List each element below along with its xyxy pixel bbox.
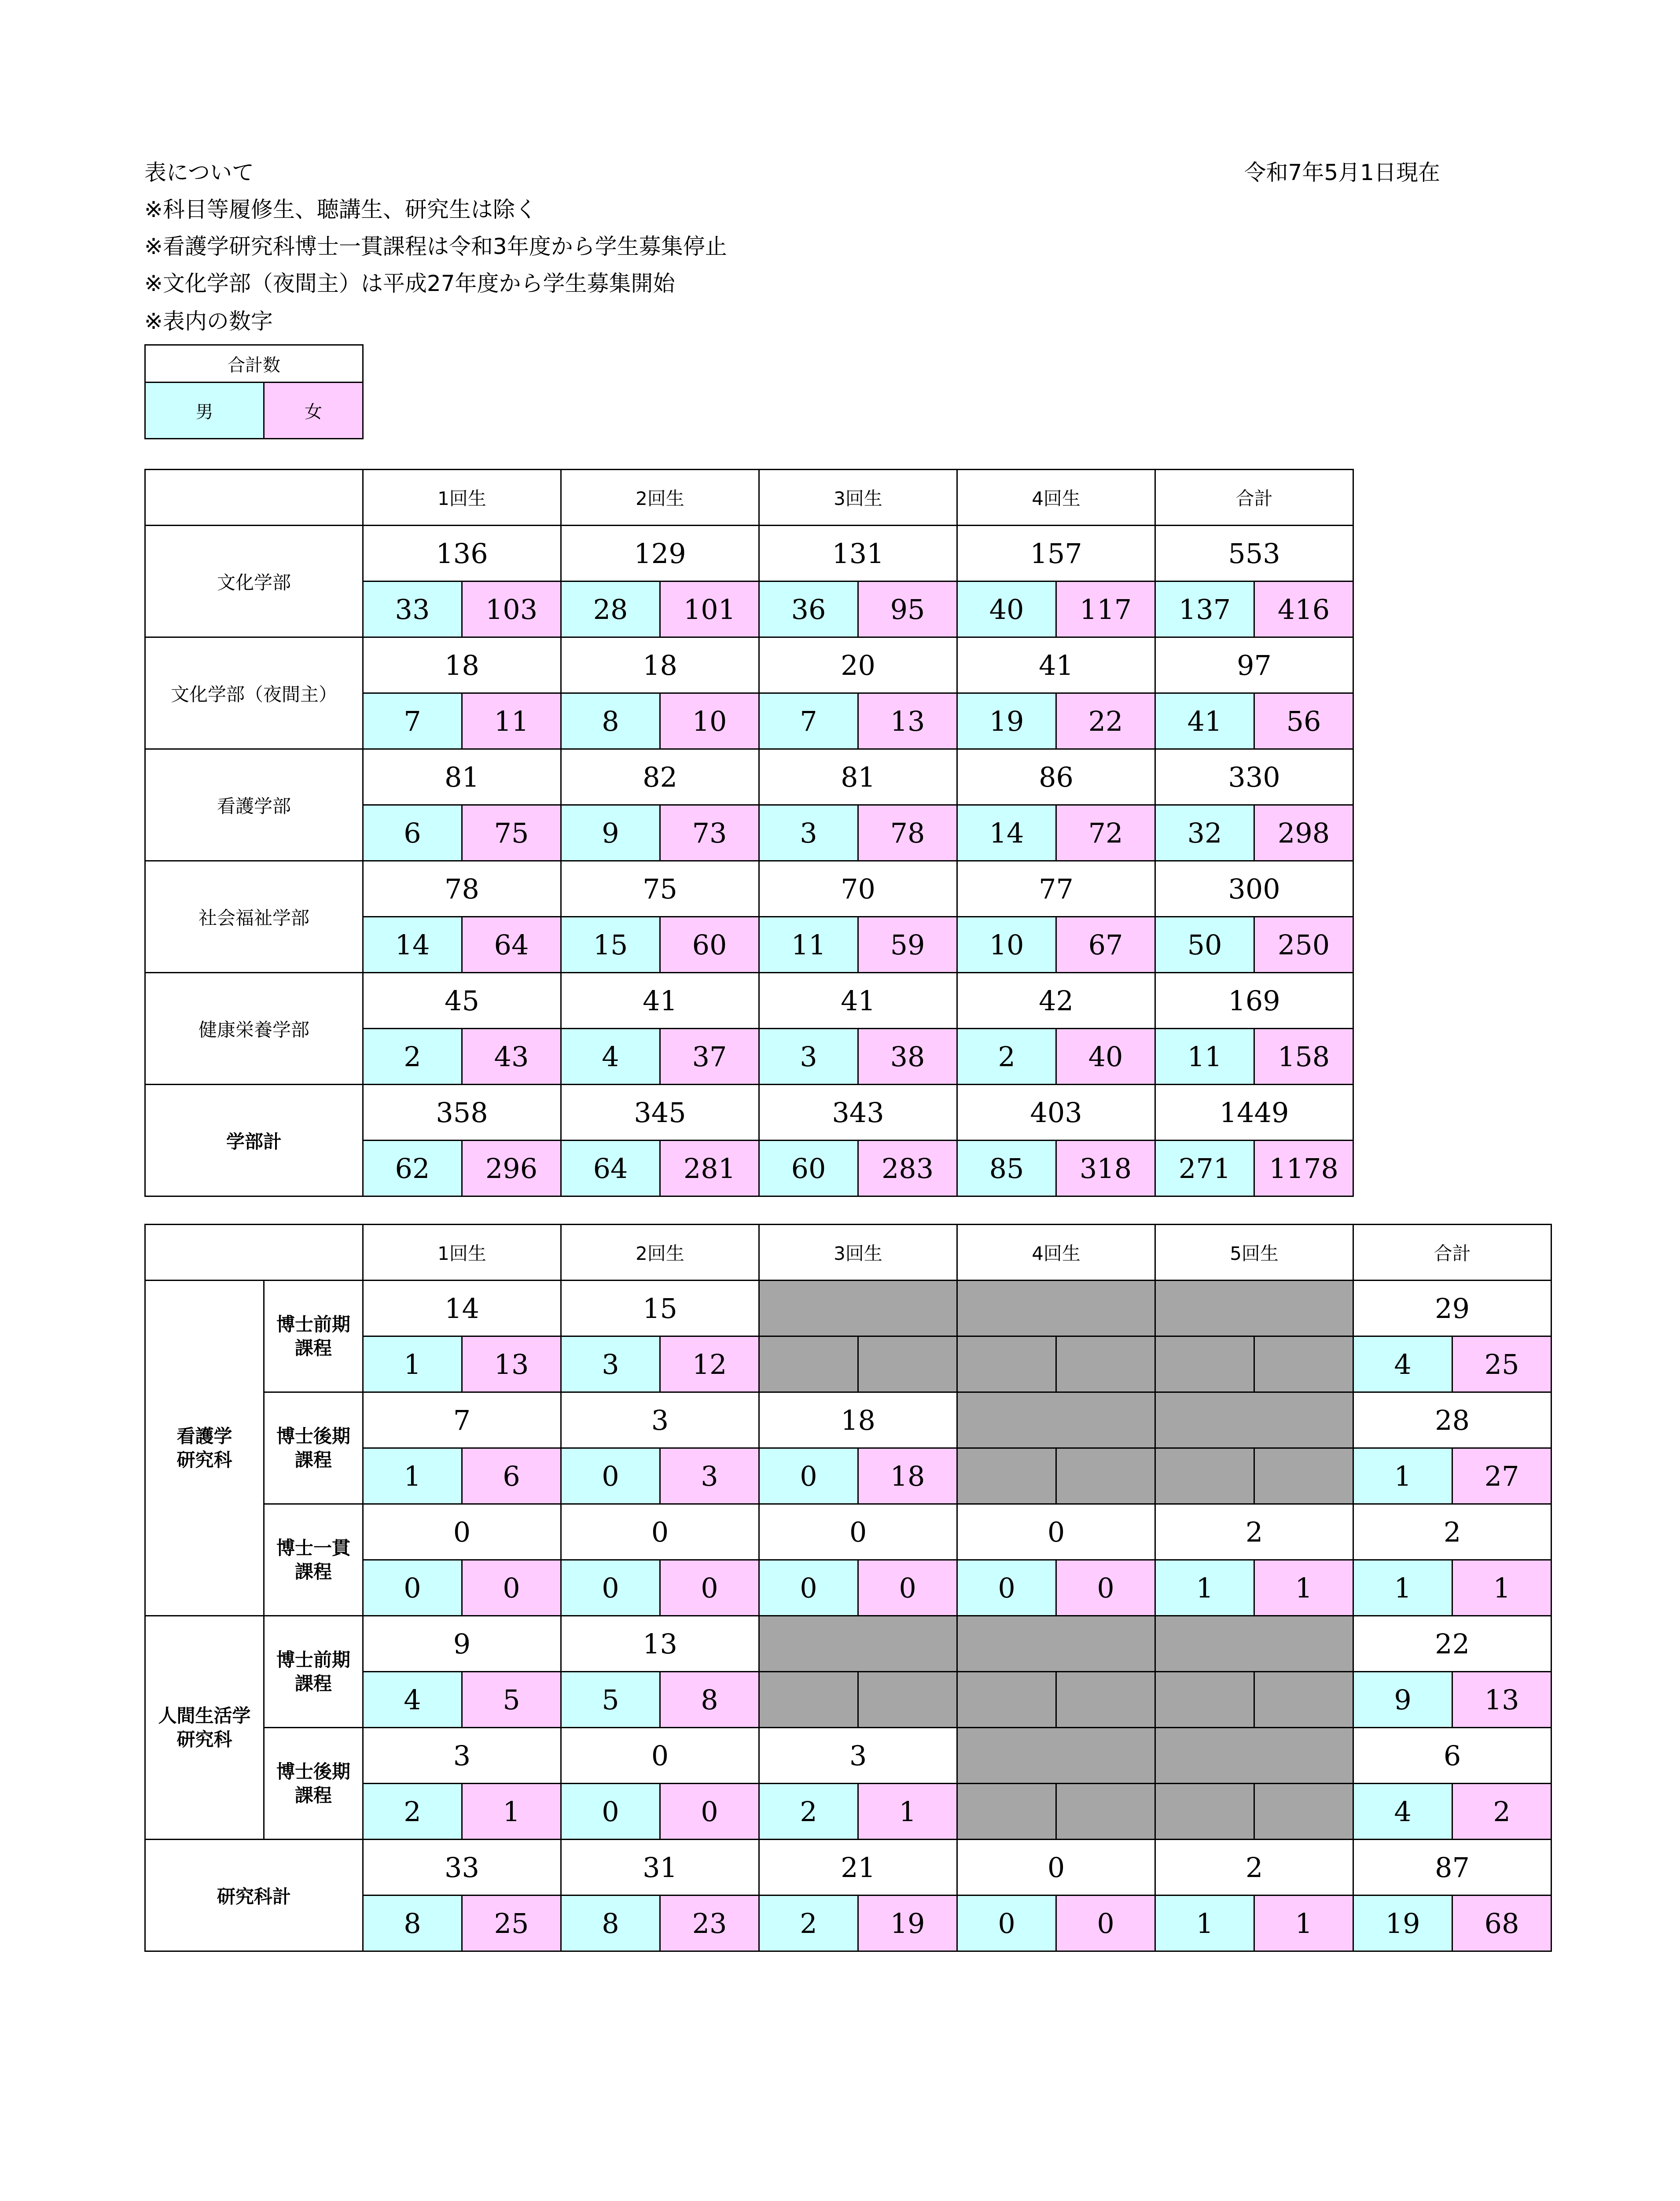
closed-cell bbox=[1155, 1448, 1254, 1504]
male-count: 5 bbox=[561, 1672, 660, 1728]
year-header: 3回生 bbox=[759, 470, 957, 526]
closed-cell bbox=[957, 1336, 1056, 1392]
female-count: 1 bbox=[1254, 1896, 1353, 1951]
legend-total: 合計数 bbox=[145, 345, 363, 383]
male-count: 41 bbox=[1155, 693, 1254, 749]
female-count: 6 bbox=[462, 1448, 561, 1504]
female-count: 1 bbox=[1254, 1560, 1353, 1616]
female-count: 2 bbox=[1452, 1784, 1551, 1840]
graduate-school-label: 人間生活学 研究科 bbox=[145, 1616, 264, 1840]
notes-title: 表について bbox=[144, 160, 254, 185]
closed-cell bbox=[957, 1616, 1155, 1672]
male-count: 2 bbox=[957, 1029, 1056, 1085]
male-count: 2 bbox=[363, 1784, 462, 1840]
female-count: 68 bbox=[1452, 1896, 1551, 1951]
female-count: 13 bbox=[858, 693, 957, 749]
note-line: ※科目等履修生、聴講生、研究生は除く bbox=[144, 197, 537, 222]
male-count: 33 bbox=[363, 582, 462, 637]
closed-cell bbox=[1155, 1784, 1254, 1840]
female-count: 95 bbox=[858, 582, 957, 637]
closed-cell bbox=[759, 1672, 858, 1728]
female-count: 22 bbox=[1056, 693, 1155, 749]
male-count: 50 bbox=[1155, 917, 1254, 973]
male-count: 3 bbox=[561, 1336, 660, 1392]
note-line: ※表内の数字 bbox=[144, 309, 273, 334]
closed-cell bbox=[858, 1672, 957, 1728]
total-count: 81 bbox=[759, 749, 957, 805]
course-label: 博士前期 課程 bbox=[264, 1281, 363, 1392]
male-count: 2 bbox=[363, 1029, 462, 1085]
female-count: 298 bbox=[1254, 805, 1353, 861]
closed-cell bbox=[759, 1616, 957, 1672]
female-count: 0 bbox=[1056, 1896, 1155, 1951]
male-count: 7 bbox=[759, 693, 858, 749]
total-count: 18 bbox=[363, 637, 561, 693]
male-count: 1 bbox=[1155, 1896, 1254, 1951]
closed-cell bbox=[1155, 1672, 1254, 1728]
female-count: 56 bbox=[1254, 693, 1353, 749]
male-count: 271 bbox=[1155, 1141, 1254, 1196]
male-count: 2 bbox=[759, 1784, 858, 1840]
male-count: 14 bbox=[363, 917, 462, 973]
total-count: 3 bbox=[759, 1728, 957, 1784]
female-count: 0 bbox=[660, 1560, 759, 1616]
total-count: 29 bbox=[1353, 1281, 1551, 1336]
total-count: 9 bbox=[363, 1616, 561, 1672]
female-count: 416 bbox=[1254, 582, 1353, 637]
female-count: 0 bbox=[660, 1784, 759, 1840]
closed-cell bbox=[1056, 1672, 1155, 1728]
female-count: 1 bbox=[1452, 1560, 1551, 1616]
legend-female: 女 bbox=[264, 383, 363, 439]
male-count: 28 bbox=[561, 582, 660, 637]
total-count: 131 bbox=[759, 526, 957, 582]
total-count: 129 bbox=[561, 526, 759, 582]
female-count: 27 bbox=[1452, 1448, 1551, 1504]
total-count: 330 bbox=[1155, 749, 1353, 805]
female-count: 296 bbox=[462, 1141, 561, 1196]
closed-cell bbox=[759, 1281, 957, 1336]
total-count: 78 bbox=[363, 861, 561, 917]
total-count: 81 bbox=[363, 749, 561, 805]
male-count: 40 bbox=[957, 582, 1056, 637]
total-count: 0 bbox=[957, 1840, 1155, 1896]
total-count: 13 bbox=[561, 1616, 759, 1672]
total-count: 21 bbox=[759, 1840, 957, 1896]
male-count: 9 bbox=[561, 805, 660, 861]
department-label: 社会福祉学部 bbox=[145, 861, 363, 973]
female-count: 25 bbox=[462, 1896, 561, 1951]
course-label: 博士後期 課程 bbox=[264, 1392, 363, 1504]
female-count: 73 bbox=[660, 805, 759, 861]
female-count: 67 bbox=[1056, 917, 1155, 973]
female-count: 59 bbox=[858, 917, 957, 973]
female-count: 5 bbox=[462, 1672, 561, 1728]
closed-cell bbox=[957, 1281, 1155, 1336]
total-count: 157 bbox=[957, 526, 1155, 582]
male-count: 9 bbox=[1353, 1672, 1452, 1728]
female-count: 40 bbox=[1056, 1029, 1155, 1085]
female-count: 37 bbox=[660, 1029, 759, 1085]
male-count: 19 bbox=[1353, 1896, 1452, 1951]
female-count: 10 bbox=[660, 693, 759, 749]
male-count: 60 bbox=[759, 1141, 858, 1196]
total-count: 1449 bbox=[1155, 1085, 1353, 1141]
male-count: 3 bbox=[759, 1029, 858, 1085]
male-count: 0 bbox=[561, 1560, 660, 1616]
male-count: 3 bbox=[759, 805, 858, 861]
closed-cell bbox=[1056, 1336, 1155, 1392]
year-header: 4回生 bbox=[957, 1225, 1155, 1281]
total-count: 31 bbox=[561, 1840, 759, 1896]
male-count: 7 bbox=[363, 693, 462, 749]
male-count: 1 bbox=[1353, 1448, 1452, 1504]
female-count: 0 bbox=[1056, 1560, 1155, 1616]
male-count: 0 bbox=[759, 1448, 858, 1504]
note-line: ※看護学研究科博士一貫課程は令和3年度から学生募集停止 bbox=[144, 234, 727, 259]
male-count: 1 bbox=[1353, 1560, 1452, 1616]
total-count: 0 bbox=[957, 1504, 1155, 1560]
department-label: 文化学部（夜間主） bbox=[145, 637, 363, 749]
year-header: 3回生 bbox=[759, 1225, 957, 1281]
total-count: 0 bbox=[363, 1504, 561, 1560]
course-label: 博士前期 課程 bbox=[264, 1616, 363, 1728]
total-count: 45 bbox=[363, 973, 561, 1029]
total-count: 28 bbox=[1353, 1392, 1551, 1448]
total-count: 14 bbox=[363, 1281, 561, 1336]
course-label: 博士後期 課程 bbox=[264, 1728, 363, 1840]
total-count: 136 bbox=[363, 526, 561, 582]
closed-cell bbox=[1056, 1448, 1155, 1504]
female-count: 72 bbox=[1056, 805, 1155, 861]
closed-cell bbox=[858, 1336, 957, 1392]
year-header: 2回生 bbox=[561, 1225, 759, 1281]
total-count: 18 bbox=[561, 637, 759, 693]
female-count: 103 bbox=[462, 582, 561, 637]
female-count: 13 bbox=[462, 1336, 561, 1392]
graduate-school-label: 看護学 研究科 bbox=[145, 1281, 264, 1616]
closed-cell bbox=[1155, 1392, 1353, 1448]
female-count: 60 bbox=[660, 917, 759, 973]
total-count: 20 bbox=[759, 637, 957, 693]
total-count: 2 bbox=[1155, 1504, 1353, 1560]
male-count: 32 bbox=[1155, 805, 1254, 861]
female-count: 8 bbox=[660, 1672, 759, 1728]
closed-cell bbox=[1155, 1281, 1353, 1336]
female-count: 43 bbox=[462, 1029, 561, 1085]
female-count: 38 bbox=[858, 1029, 957, 1085]
total-count: 22 bbox=[1353, 1616, 1551, 1672]
as-of-date: 令和7年5月1日現在 bbox=[1244, 160, 1440, 185]
closed-cell bbox=[759, 1336, 858, 1392]
female-count: 13 bbox=[1452, 1672, 1551, 1728]
total-count: 7 bbox=[363, 1392, 561, 1448]
total-count: 169 bbox=[1155, 973, 1353, 1029]
female-count: 78 bbox=[858, 805, 957, 861]
female-count: 11 bbox=[462, 693, 561, 749]
total-count: 97 bbox=[1155, 637, 1353, 693]
year-header: 1回生 bbox=[363, 470, 561, 526]
year-header: 1回生 bbox=[363, 1225, 561, 1281]
male-count: 1 bbox=[1155, 1560, 1254, 1616]
male-count: 11 bbox=[1155, 1029, 1254, 1085]
female-count: 281 bbox=[660, 1141, 759, 1196]
year-header: 合計 bbox=[1155, 470, 1353, 526]
male-count: 0 bbox=[957, 1896, 1056, 1951]
corner-cell bbox=[145, 1225, 363, 1281]
female-count: 1 bbox=[858, 1784, 957, 1840]
male-count: 15 bbox=[561, 917, 660, 973]
total-count: 358 bbox=[363, 1085, 561, 1141]
male-count: 6 bbox=[363, 805, 462, 861]
total-count: 3 bbox=[561, 1392, 759, 1448]
total-count: 33 bbox=[363, 1840, 561, 1896]
female-count: 318 bbox=[1056, 1141, 1155, 1196]
male-count: 0 bbox=[957, 1560, 1056, 1616]
female-count: 1 bbox=[462, 1784, 561, 1840]
female-count: 101 bbox=[660, 582, 759, 637]
total-count: 0 bbox=[561, 1728, 759, 1784]
graduate-total-label: 研究科計 bbox=[145, 1840, 363, 1951]
female-count: 250 bbox=[1254, 917, 1353, 973]
female-count: 25 bbox=[1452, 1336, 1551, 1392]
total-count: 6 bbox=[1353, 1728, 1551, 1784]
female-count: 64 bbox=[462, 917, 561, 973]
closed-cell bbox=[1155, 1616, 1353, 1672]
female-count: 3 bbox=[660, 1448, 759, 1504]
male-count: 0 bbox=[561, 1784, 660, 1840]
male-count: 1 bbox=[363, 1336, 462, 1392]
male-count: 2 bbox=[759, 1896, 858, 1951]
female-count: 283 bbox=[858, 1141, 957, 1196]
closed-cell bbox=[1155, 1336, 1254, 1392]
male-count: 0 bbox=[561, 1448, 660, 1504]
closed-cell bbox=[957, 1672, 1056, 1728]
graduate-table bbox=[144, 1224, 1552, 1952]
male-count: 64 bbox=[561, 1141, 660, 1196]
total-count: 345 bbox=[561, 1085, 759, 1141]
female-count: 0 bbox=[858, 1560, 957, 1616]
female-count: 117 bbox=[1056, 582, 1155, 637]
male-count: 8 bbox=[363, 1896, 462, 1951]
note-line: ※文化学部（夜間主）は平成27年度から学生募集開始 bbox=[144, 271, 675, 296]
closed-cell bbox=[957, 1392, 1155, 1448]
total-count: 3 bbox=[363, 1728, 561, 1784]
total-count: 2 bbox=[1155, 1840, 1353, 1896]
closed-cell bbox=[957, 1784, 1056, 1840]
total-count: 77 bbox=[957, 861, 1155, 917]
female-count: 158 bbox=[1254, 1029, 1353, 1085]
total-count: 70 bbox=[759, 861, 957, 917]
male-count: 8 bbox=[561, 1896, 660, 1951]
total-count: 86 bbox=[957, 749, 1155, 805]
closed-cell bbox=[957, 1728, 1155, 1784]
female-count: 75 bbox=[462, 805, 561, 861]
male-count: 4 bbox=[1353, 1336, 1452, 1392]
female-count: 1178 bbox=[1254, 1141, 1353, 1196]
year-header: 合計 bbox=[1353, 1225, 1551, 1281]
total-count: 42 bbox=[957, 973, 1155, 1029]
closed-cell bbox=[957, 1448, 1056, 1504]
closed-cell bbox=[1254, 1448, 1353, 1504]
total-count: 0 bbox=[759, 1504, 957, 1560]
total-count: 87 bbox=[1353, 1840, 1551, 1896]
female-count: 12 bbox=[660, 1336, 759, 1392]
total-count: 0 bbox=[561, 1504, 759, 1560]
male-count: 11 bbox=[759, 917, 858, 973]
corner-cell bbox=[145, 470, 363, 526]
year-header: 5回生 bbox=[1155, 1225, 1353, 1281]
closed-cell bbox=[1254, 1784, 1353, 1840]
male-count: 4 bbox=[1353, 1784, 1452, 1840]
closed-cell bbox=[1254, 1672, 1353, 1728]
male-count: 4 bbox=[363, 1672, 462, 1728]
legend-table bbox=[144, 344, 364, 439]
undergraduate-table bbox=[144, 469, 1354, 1197]
year-header: 2回生 bbox=[561, 470, 759, 526]
department-label: 学部計 bbox=[145, 1085, 363, 1196]
year-header: 4回生 bbox=[957, 470, 1155, 526]
course-label: 博士一貫 課程 bbox=[264, 1504, 363, 1616]
male-count: 85 bbox=[957, 1141, 1056, 1196]
department-label: 文化学部 bbox=[145, 526, 363, 637]
total-count: 2 bbox=[1353, 1504, 1551, 1560]
total-count: 41 bbox=[759, 973, 957, 1029]
total-count: 18 bbox=[759, 1392, 957, 1448]
department-label: 看護学部 bbox=[145, 749, 363, 861]
male-count: 137 bbox=[1155, 582, 1254, 637]
male-count: 62 bbox=[363, 1141, 462, 1196]
male-count: 10 bbox=[957, 917, 1056, 973]
female-count: 23 bbox=[660, 1896, 759, 1951]
total-count: 300 bbox=[1155, 861, 1353, 917]
male-count: 36 bbox=[759, 582, 858, 637]
male-count: 0 bbox=[363, 1560, 462, 1616]
total-count: 41 bbox=[561, 973, 759, 1029]
legend-male: 男 bbox=[145, 383, 264, 439]
male-count: 8 bbox=[561, 693, 660, 749]
total-count: 82 bbox=[561, 749, 759, 805]
total-count: 343 bbox=[759, 1085, 957, 1141]
total-count: 15 bbox=[561, 1281, 759, 1336]
female-count: 18 bbox=[858, 1448, 957, 1504]
female-count: 0 bbox=[462, 1560, 561, 1616]
male-count: 14 bbox=[957, 805, 1056, 861]
closed-cell bbox=[1155, 1728, 1353, 1784]
total-count: 553 bbox=[1155, 526, 1353, 582]
total-count: 403 bbox=[957, 1085, 1155, 1141]
male-count: 4 bbox=[561, 1029, 660, 1085]
male-count: 0 bbox=[759, 1560, 858, 1616]
total-count: 41 bbox=[957, 637, 1155, 693]
closed-cell bbox=[1254, 1336, 1353, 1392]
male-count: 1 bbox=[363, 1448, 462, 1504]
male-count: 19 bbox=[957, 693, 1056, 749]
female-count: 19 bbox=[858, 1896, 957, 1951]
closed-cell bbox=[1056, 1784, 1155, 1840]
total-count: 75 bbox=[561, 861, 759, 917]
department-label: 健康栄養学部 bbox=[145, 973, 363, 1085]
